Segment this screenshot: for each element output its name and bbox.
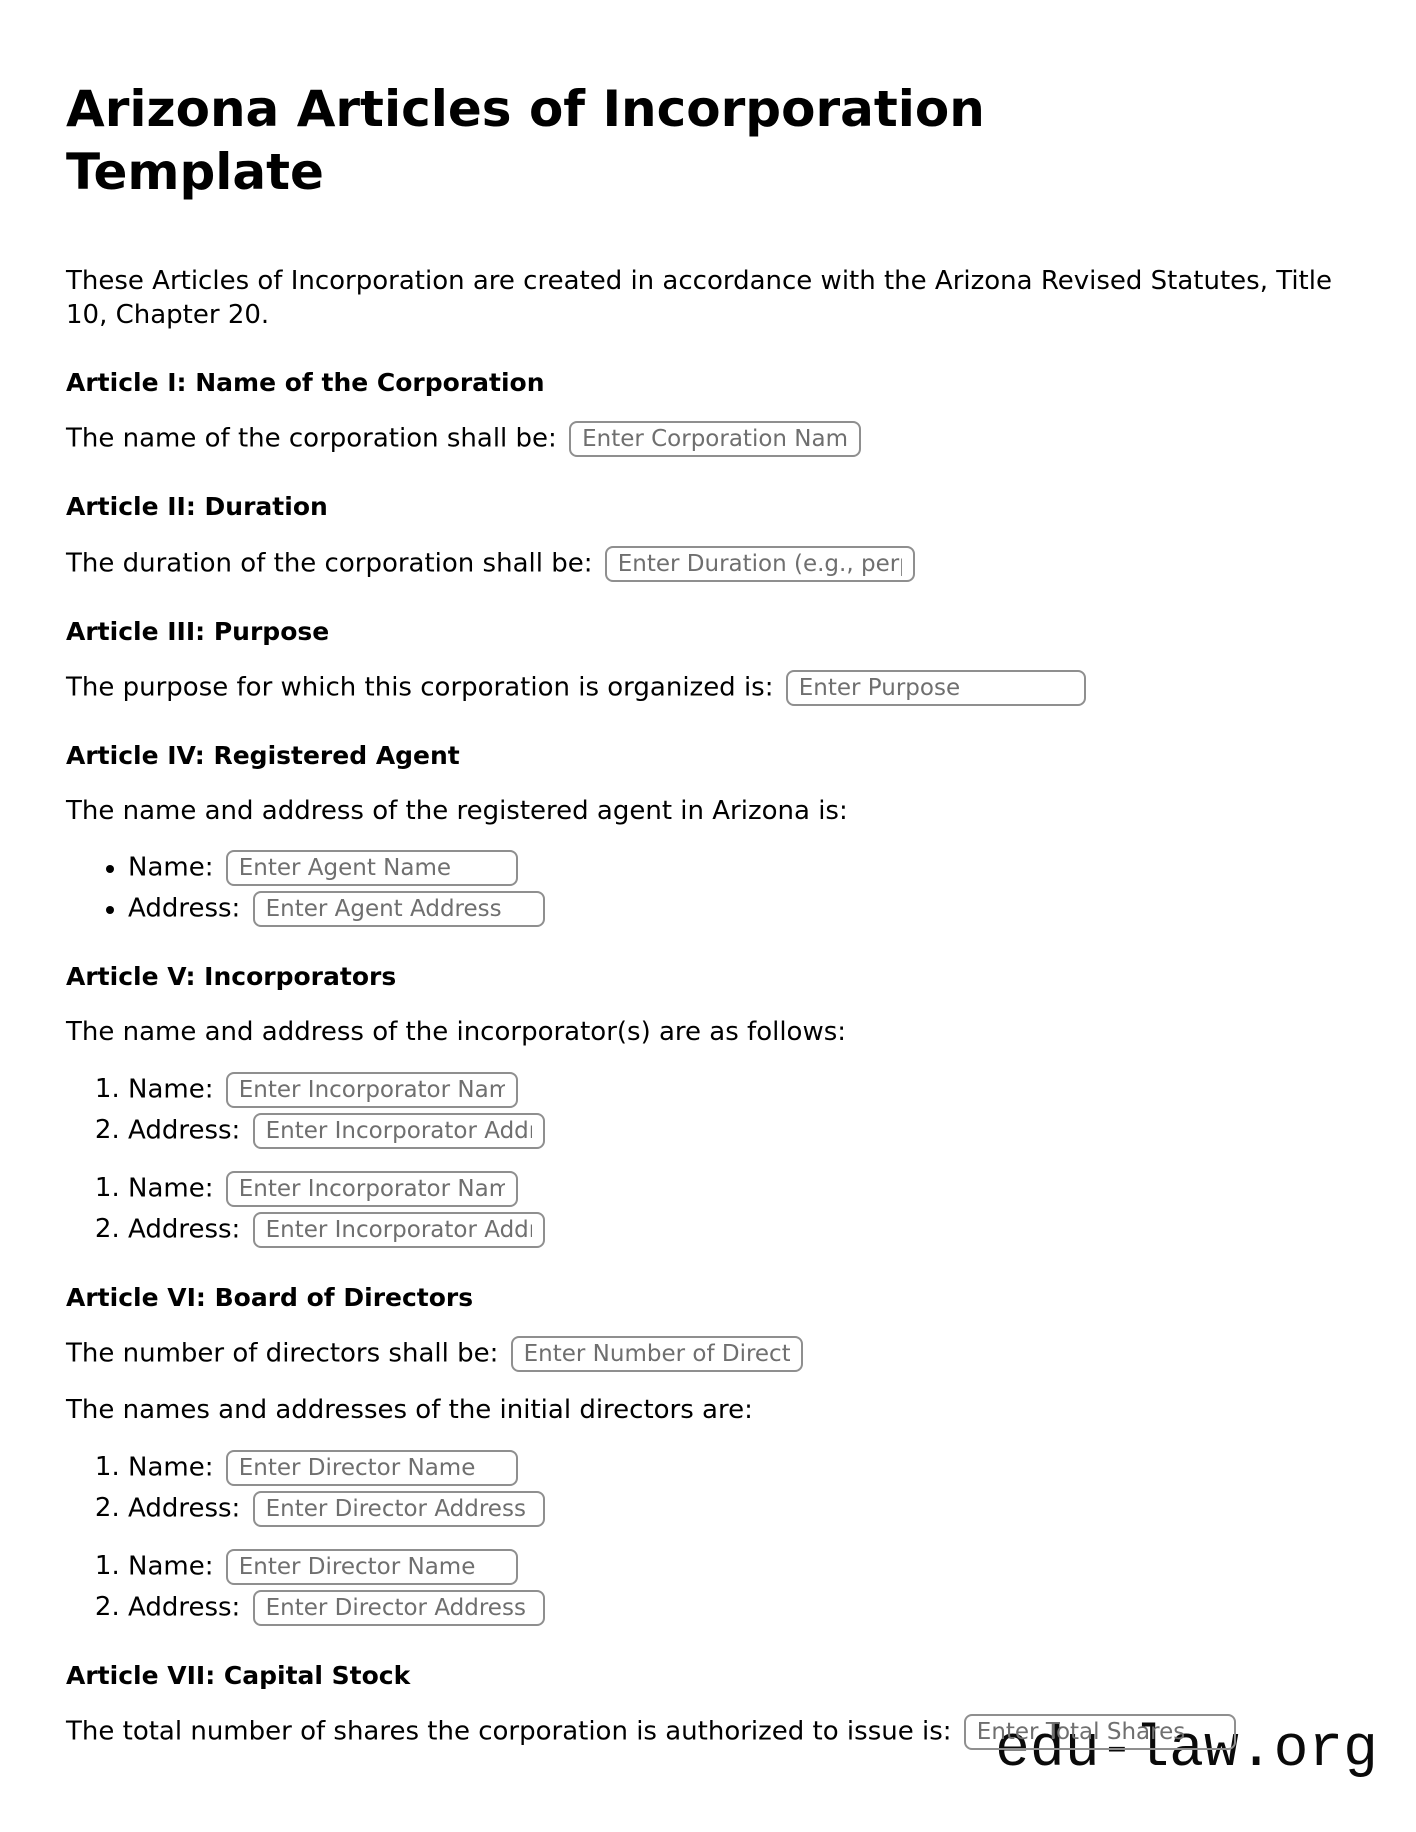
list-item bbox=[128, 891, 1350, 927]
director-1-name-label: Name: bbox=[128, 1452, 214, 1483]
director-2-name-input[interactable] bbox=[226, 1549, 518, 1585]
list-item bbox=[128, 1549, 1350, 1585]
duration-input[interactable] bbox=[605, 546, 915, 582]
article-7-heading: Article VII: Capital Stock bbox=[66, 1660, 411, 1690]
article-6-heading: Article VI: Board of Directors bbox=[66, 1282, 474, 1312]
intro-text: These Articles of Incorporation are created in accordance with the Arizona Revised Statutes, Title 10, Chapter 20. bbox=[66, 266, 1332, 330]
list-item bbox=[128, 1072, 1350, 1108]
article-2-lead: The duration of the corporation shall be: bbox=[66, 548, 593, 579]
director-2-address-label: Address: bbox=[128, 1592, 241, 1623]
article-1-line bbox=[66, 421, 1350, 457]
article-6-line bbox=[66, 1336, 1350, 1372]
registered-agent-list bbox=[66, 850, 1350, 927]
agent-address-label: Address: bbox=[128, 893, 241, 924]
incorporator-2-list bbox=[66, 1171, 1350, 1248]
director-2-list bbox=[66, 1549, 1350, 1626]
incorporator-2-address-input[interactable] bbox=[253, 1212, 545, 1248]
article-1-lead: The name of the corporation shall be: bbox=[66, 423, 557, 454]
director-2-name-label: Name: bbox=[128, 1551, 214, 1582]
directors-number-input[interactable] bbox=[511, 1336, 803, 1372]
article-2-line bbox=[66, 546, 1350, 582]
incorporator-1-name-input[interactable] bbox=[226, 1072, 518, 1108]
article-7-lead: The total number of shares the corporation is authorized to issue is: bbox=[66, 1716, 952, 1747]
article-2-heading: Article II: Duration bbox=[66, 492, 328, 522]
director-1-list bbox=[66, 1450, 1350, 1527]
corporation-name-input[interactable] bbox=[569, 421, 861, 457]
article-6-lead: The number of directors shall be: bbox=[66, 1338, 499, 1369]
article-6-lead2: The names and addresses of the initial directors are: bbox=[66, 1395, 753, 1426]
article-4-lead: The name and address of the registered agent in Arizona is: bbox=[66, 795, 848, 826]
incorporator-1-name-label: Name: bbox=[128, 1074, 214, 1105]
article-5-lead: The name and address of the incorporator(s) are as follows: bbox=[66, 1016, 847, 1047]
incorporator-2-address-label: Address: bbox=[128, 1214, 241, 1245]
article-5-heading: Article V: Incorporators bbox=[66, 962, 397, 992]
page-title: Arizona Articles of Incorporation Template bbox=[66, 80, 985, 201]
total-shares-input[interactable] bbox=[964, 1714, 1236, 1750]
list-item bbox=[128, 1171, 1350, 1207]
incorporator-1-list bbox=[66, 1072, 1350, 1149]
director-1-address-input[interactable] bbox=[253, 1491, 545, 1527]
article-1-heading: Article I: Name of the Corporation bbox=[66, 367, 545, 397]
incorporator-1-address-input[interactable] bbox=[253, 1113, 545, 1149]
list-item bbox=[128, 1113, 1350, 1149]
article-7-line bbox=[66, 1714, 1350, 1750]
list-item bbox=[128, 1590, 1350, 1626]
purpose-input[interactable] bbox=[786, 670, 1086, 706]
director-1-name-input[interactable] bbox=[226, 1450, 518, 1486]
list-item bbox=[128, 850, 1350, 886]
agent-name-label: Name: bbox=[128, 852, 214, 883]
director-2-address-input[interactable] bbox=[253, 1590, 545, 1626]
incorporator-2-name-label: Name: bbox=[128, 1173, 214, 1204]
incorporator-1-address-label: Address: bbox=[128, 1115, 241, 1146]
list-item bbox=[128, 1212, 1350, 1248]
article-3-line bbox=[66, 670, 1350, 706]
watermark: edu-law.org bbox=[995, 1718, 1378, 1783]
agent-name-input[interactable] bbox=[226, 850, 518, 886]
article-4-heading: Article IV: Registered Agent bbox=[66, 741, 460, 771]
agent-address-input[interactable] bbox=[253, 891, 545, 927]
article-3-heading: Article III: Purpose bbox=[66, 616, 330, 646]
article-3-lead: The purpose for which this corporation is organized is: bbox=[66, 672, 774, 703]
director-1-address-label: Address: bbox=[128, 1493, 241, 1524]
list-item bbox=[128, 1450, 1350, 1486]
incorporator-2-name-input[interactable] bbox=[226, 1171, 518, 1207]
list-item bbox=[128, 1491, 1350, 1527]
